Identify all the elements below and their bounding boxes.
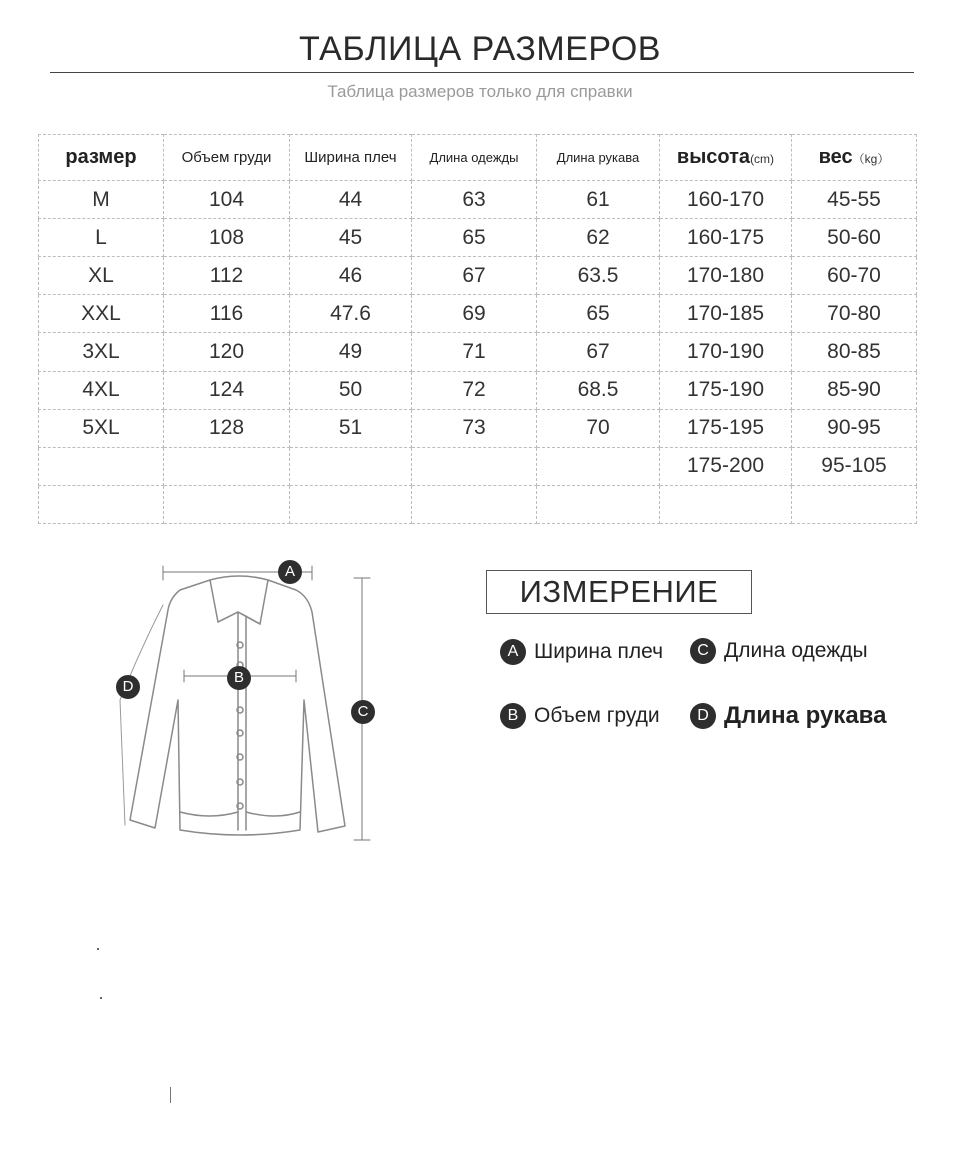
size-table	[38, 134, 917, 524]
cell: 90-95	[792, 409, 917, 447]
header-weight: вес（kg）	[792, 135, 917, 181]
cell: 72	[412, 371, 537, 409]
legend-item-c	[690, 638, 868, 664]
cell	[290, 447, 412, 485]
cell	[164, 485, 290, 523]
header-height: высота(cm)	[660, 135, 792, 181]
cell: 3XL	[39, 333, 164, 371]
cell: 170-185	[660, 295, 792, 333]
cell	[660, 485, 792, 523]
cell: 45-55	[792, 181, 917, 219]
stray-tick	[170, 1087, 171, 1103]
cell: 4XL	[39, 371, 164, 409]
cell: 85-90	[792, 371, 917, 409]
cell: XXL	[39, 295, 164, 333]
cell: 69	[412, 295, 537, 333]
page-title: ТАБЛИЦА РАЗМЕРОВ	[299, 30, 661, 68]
cell: 120	[164, 333, 290, 371]
cell: 73	[412, 409, 537, 447]
cell: 175-195	[660, 409, 792, 447]
cell: 5XL	[39, 409, 164, 447]
cell: 68.5	[537, 371, 660, 409]
cell: 65	[412, 219, 537, 257]
cell: 51	[290, 409, 412, 447]
cell: 49	[290, 333, 412, 371]
table-row	[39, 447, 917, 485]
legend-item-b	[500, 703, 660, 729]
legend-item-a	[500, 639, 663, 665]
cell	[537, 485, 660, 523]
cell: 170-180	[660, 257, 792, 295]
cell: 160-170	[660, 181, 792, 219]
legend-d-icon: D	[690, 703, 716, 729]
header-sleeve: Длина рукава	[537, 135, 660, 181]
table-row	[39, 409, 917, 447]
cell: 61	[537, 181, 660, 219]
cell: L	[39, 219, 164, 257]
cell	[792, 485, 917, 523]
cell	[412, 485, 537, 523]
cell: 95-105	[792, 447, 917, 485]
cell: 112	[164, 257, 290, 295]
cell: XL	[39, 257, 164, 295]
cell: 175-190	[660, 371, 792, 409]
badge-b-icon: B	[227, 666, 251, 690]
cell: 63.5	[537, 257, 660, 295]
badge-d-icon: D	[116, 675, 140, 699]
cell: 70	[537, 409, 660, 447]
cell: 45	[290, 219, 412, 257]
cell	[537, 447, 660, 485]
cell	[412, 447, 537, 485]
header-shoulder: Ширина плеч	[290, 135, 412, 181]
cell: 108	[164, 219, 290, 257]
cell: 104	[164, 181, 290, 219]
table-row	[39, 333, 917, 371]
cell: 170-190	[660, 333, 792, 371]
cell	[164, 447, 290, 485]
cell: 124	[164, 371, 290, 409]
table-row	[39, 219, 917, 257]
shirt-outline-icon	[100, 550, 400, 850]
shirt-diagram	[100, 550, 400, 850]
legend-b-icon: B	[500, 703, 526, 729]
legend-item-d	[690, 702, 886, 730]
cell: 80-85	[792, 333, 917, 371]
cell: 50	[290, 371, 412, 409]
cell: 65	[537, 295, 660, 333]
legend-label: Объем груди	[534, 704, 660, 727]
badge-a-icon: A	[278, 560, 302, 584]
cell	[39, 447, 164, 485]
cell	[39, 485, 164, 523]
legend-a-icon: A	[500, 639, 526, 665]
table-row	[39, 181, 917, 219]
cell: M	[39, 181, 164, 219]
cell: 175-200	[660, 447, 792, 485]
table-header-row	[39, 135, 917, 181]
stray-dot	[100, 997, 102, 999]
cell: 62	[537, 219, 660, 257]
cell: 50-60	[792, 219, 917, 257]
header-size: размер	[39, 135, 164, 181]
cell: 60-70	[792, 257, 917, 295]
page-subtitle: Таблица размеров только для справки	[327, 82, 633, 101]
legend-label: Длина рукава	[724, 702, 887, 729]
stray-dot	[97, 948, 99, 950]
cell: 44	[290, 181, 412, 219]
cell: 128	[164, 409, 290, 447]
table-row	[39, 485, 917, 523]
legend-label: Длина одежды	[724, 639, 868, 662]
cell: 67	[412, 257, 537, 295]
header-chest: Объем груди	[164, 135, 290, 181]
title-divider	[50, 72, 914, 73]
cell: 71	[412, 333, 537, 371]
header-length: Длина одежды	[412, 135, 537, 181]
cell	[290, 485, 412, 523]
measurement-title: ИЗМЕРЕНИЕ	[486, 570, 752, 614]
table-row	[39, 257, 917, 295]
cell: 116	[164, 295, 290, 333]
table-row	[39, 371, 917, 409]
cell: 67	[537, 333, 660, 371]
legend-label: Ширина плеч	[534, 640, 664, 663]
cell: 46	[290, 257, 412, 295]
cell: 47.6	[290, 295, 412, 333]
cell: 63	[412, 181, 537, 219]
table-row	[39, 295, 917, 333]
legend-c-icon: C	[690, 638, 716, 664]
cell: 70-80	[792, 295, 917, 333]
badge-c-icon: C	[351, 700, 375, 724]
cell: 160-175	[660, 219, 792, 257]
